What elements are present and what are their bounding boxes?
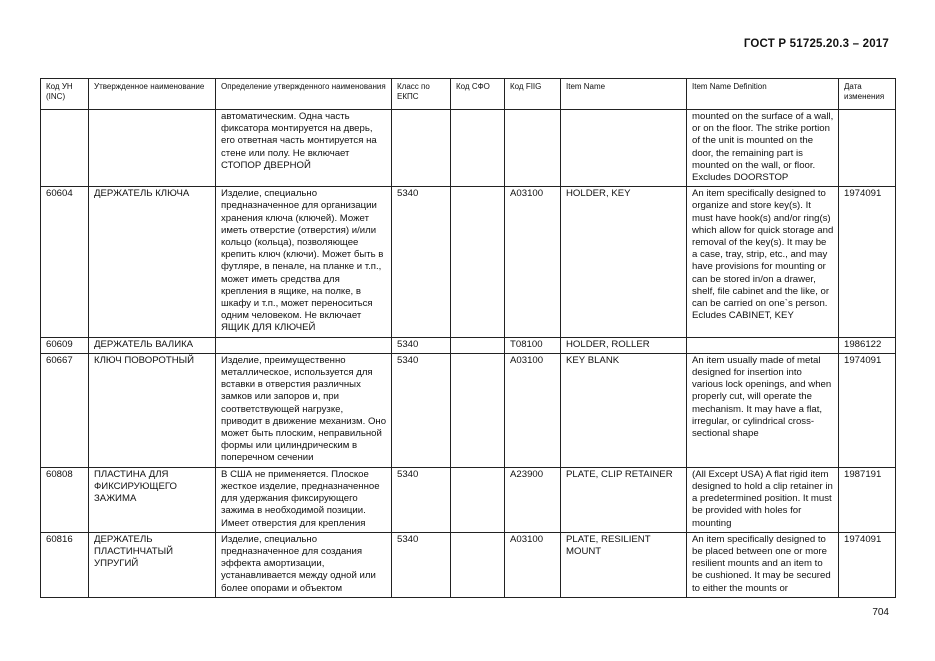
cell-fiig: A03100 [505,187,561,337]
cell-class: 5340 [392,337,451,353]
cell-definition-ru: Изделие, специально предназначенное для создания эффекта амортизации, устанавливается между одной или более опорами и объектом [216,532,392,597]
column-header-definition-en: Item Name Definition [687,79,839,110]
cell-fiig: A03100 [505,353,561,467]
table-row [41,110,896,187]
cell-code: 60609 [41,337,89,353]
cell-definition-en: An item specifically designed to be placed between one or more resilient mounts and an item to be cushioned. It may be secured to either the mounts or [687,532,839,597]
cell-definition-ru: Изделие, специально предназначенное для организации хранения ключа (ключей). Может иметь отверстие (отверстия) и/или кольцо (кольца), позволяющее крепить ключ (ключи). Может быть в футляре, в пенале, на планке и т.п., может иметь средства для крепления в ящике, на полке, в шкафу и т.п., может переноситься одним человеком. Не включает ЯЩИК ДЛЯ КЛЮЧЕЙ [216,187,392,337]
cell-code: 60667 [41,353,89,467]
cell-name-ru: ДЕРЖАТЕЛЬ ВАЛИКА [89,337,216,353]
table-container [40,78,895,598]
cell-code: 60816 [41,532,89,597]
cell-sfo [451,353,505,467]
column-header-fiig: Код FIIG [505,79,561,110]
cell-item-name: PLATE, CLIP RETAINER [561,467,687,532]
cell-definition-en: An item usually made of metal designed for insertion into various lock openings, and when properly cut, will operate the mechanism. It may have a flat, irregular, or cylindrical cross-sectional shape [687,353,839,467]
cell-sfo [451,187,505,337]
table-header-row [41,79,896,110]
cell-class: 5340 [392,187,451,337]
cell-fiig: A23900 [505,467,561,532]
cell-code: 60604 [41,187,89,337]
cell-item-name: KEY BLANK [561,353,687,467]
cell-definition-en: (All Except USA) A flat rigid item designed to hold a clip retainer in a predetermined position. It must be provided with holes for mounting [687,467,839,532]
cell-definition-en: An item specifically designed to organize and store key(s). It must have hook(s) and/or ring(s) which allow for quick storage and removal of the key(s). It may be a case, tray, strip, etc., and may have provisions for mounting or can be stored in/on a drawer, shelf, file cabinet and the like, or can be carried on one`s person. Ecludes CABINET, KEY [687,187,839,337]
cell-sfo [451,532,505,597]
cell-date: 1974091 [839,532,896,597]
cell-class [392,110,451,187]
cell-item-name: PLATE, RESILIENT MOUNT [561,532,687,597]
cell-code: 60808 [41,467,89,532]
cell-definition-en: mounted on the surface of a wall, or on the floor. The strike portion of the unit is mounted on the door, the remaining part is mounted on the wall, or floor. Excludes DOORSTOP [687,110,839,187]
page-number: 704 [872,607,889,618]
cell-name-ru: ДЕРЖАТЕЛЬ КЛЮЧА [89,187,216,337]
cell-definition-ru: Изделие, преимущественно металлическое, используется для вставки в отверстия различных замков или запоров и, при соответствующей нагрузке, приводит в движение механизм. Оно может быть плоским, неправильной формы или цилиндрическим в поперечном сечении [216,353,392,467]
document-header: ГОСТ Р 51725.20.3 – 2017 [743,38,889,50]
cell-date: 1974091 [839,187,896,337]
cell-name-ru: КЛЮЧ ПОВОРОТНЫЙ [89,353,216,467]
cell-sfo [451,110,505,187]
cell-date: 1987191 [839,467,896,532]
cell-sfo [451,467,505,532]
cell-item-name: HOLDER, ROLLER [561,337,687,353]
column-header-code: Код УН (INC) [41,79,89,110]
cell-item-name: HOLDER, KEY [561,187,687,337]
column-header-sfo: Код СФО [451,79,505,110]
cell-definition-ru: В США не применяется. Плоское жесткое изделие, предназначенное для удержания фиксирующего зажима в необходимой позиции. Имеет отверстия для крепления [216,467,392,532]
table-row [41,187,896,337]
cell-class: 5340 [392,532,451,597]
column-header-name-ru: Утвержденное наименование [89,79,216,110]
table-row [41,532,896,597]
cell-fiig: T08100 [505,337,561,353]
cell-date [839,110,896,187]
cell-fiig: A03100 [505,532,561,597]
cell-definition-en [687,337,839,353]
table-row [41,467,896,532]
cell-definition-ru [216,337,392,353]
cell-name-ru: ПЛАСТИНА ДЛЯ ФИКСИРУЮЩЕГО ЗАЖИМА [89,467,216,532]
column-header-date: Дата изменения [839,79,896,110]
cell-item-name [561,110,687,187]
column-header-class: Класс по ЕКПС [392,79,451,110]
data-table [40,78,896,598]
cell-code [41,110,89,187]
column-header-item-name: Item Name [561,79,687,110]
cell-name-ru [89,110,216,187]
cell-class: 5340 [392,353,451,467]
cell-sfo [451,337,505,353]
column-header-definition-ru: Определение утвержденного наименования [216,79,392,110]
cell-date: 1974091 [839,353,896,467]
cell-class: 5340 [392,467,451,532]
cell-definition-ru: автоматическим. Одна часть фиксатора монтируется на дверь, его ответная часть монтируется на стене или полу. Не включает СТОПОР ДВЕРНОЙ [216,110,392,187]
table-row [41,353,896,467]
cell-date: 1986122 [839,337,896,353]
cell-name-ru: ДЕРЖАТЕЛЬ ПЛАСТИНЧАТЫЙ УПРУГИЙ [89,532,216,597]
cell-fiig [505,110,561,187]
table-row [41,337,896,353]
